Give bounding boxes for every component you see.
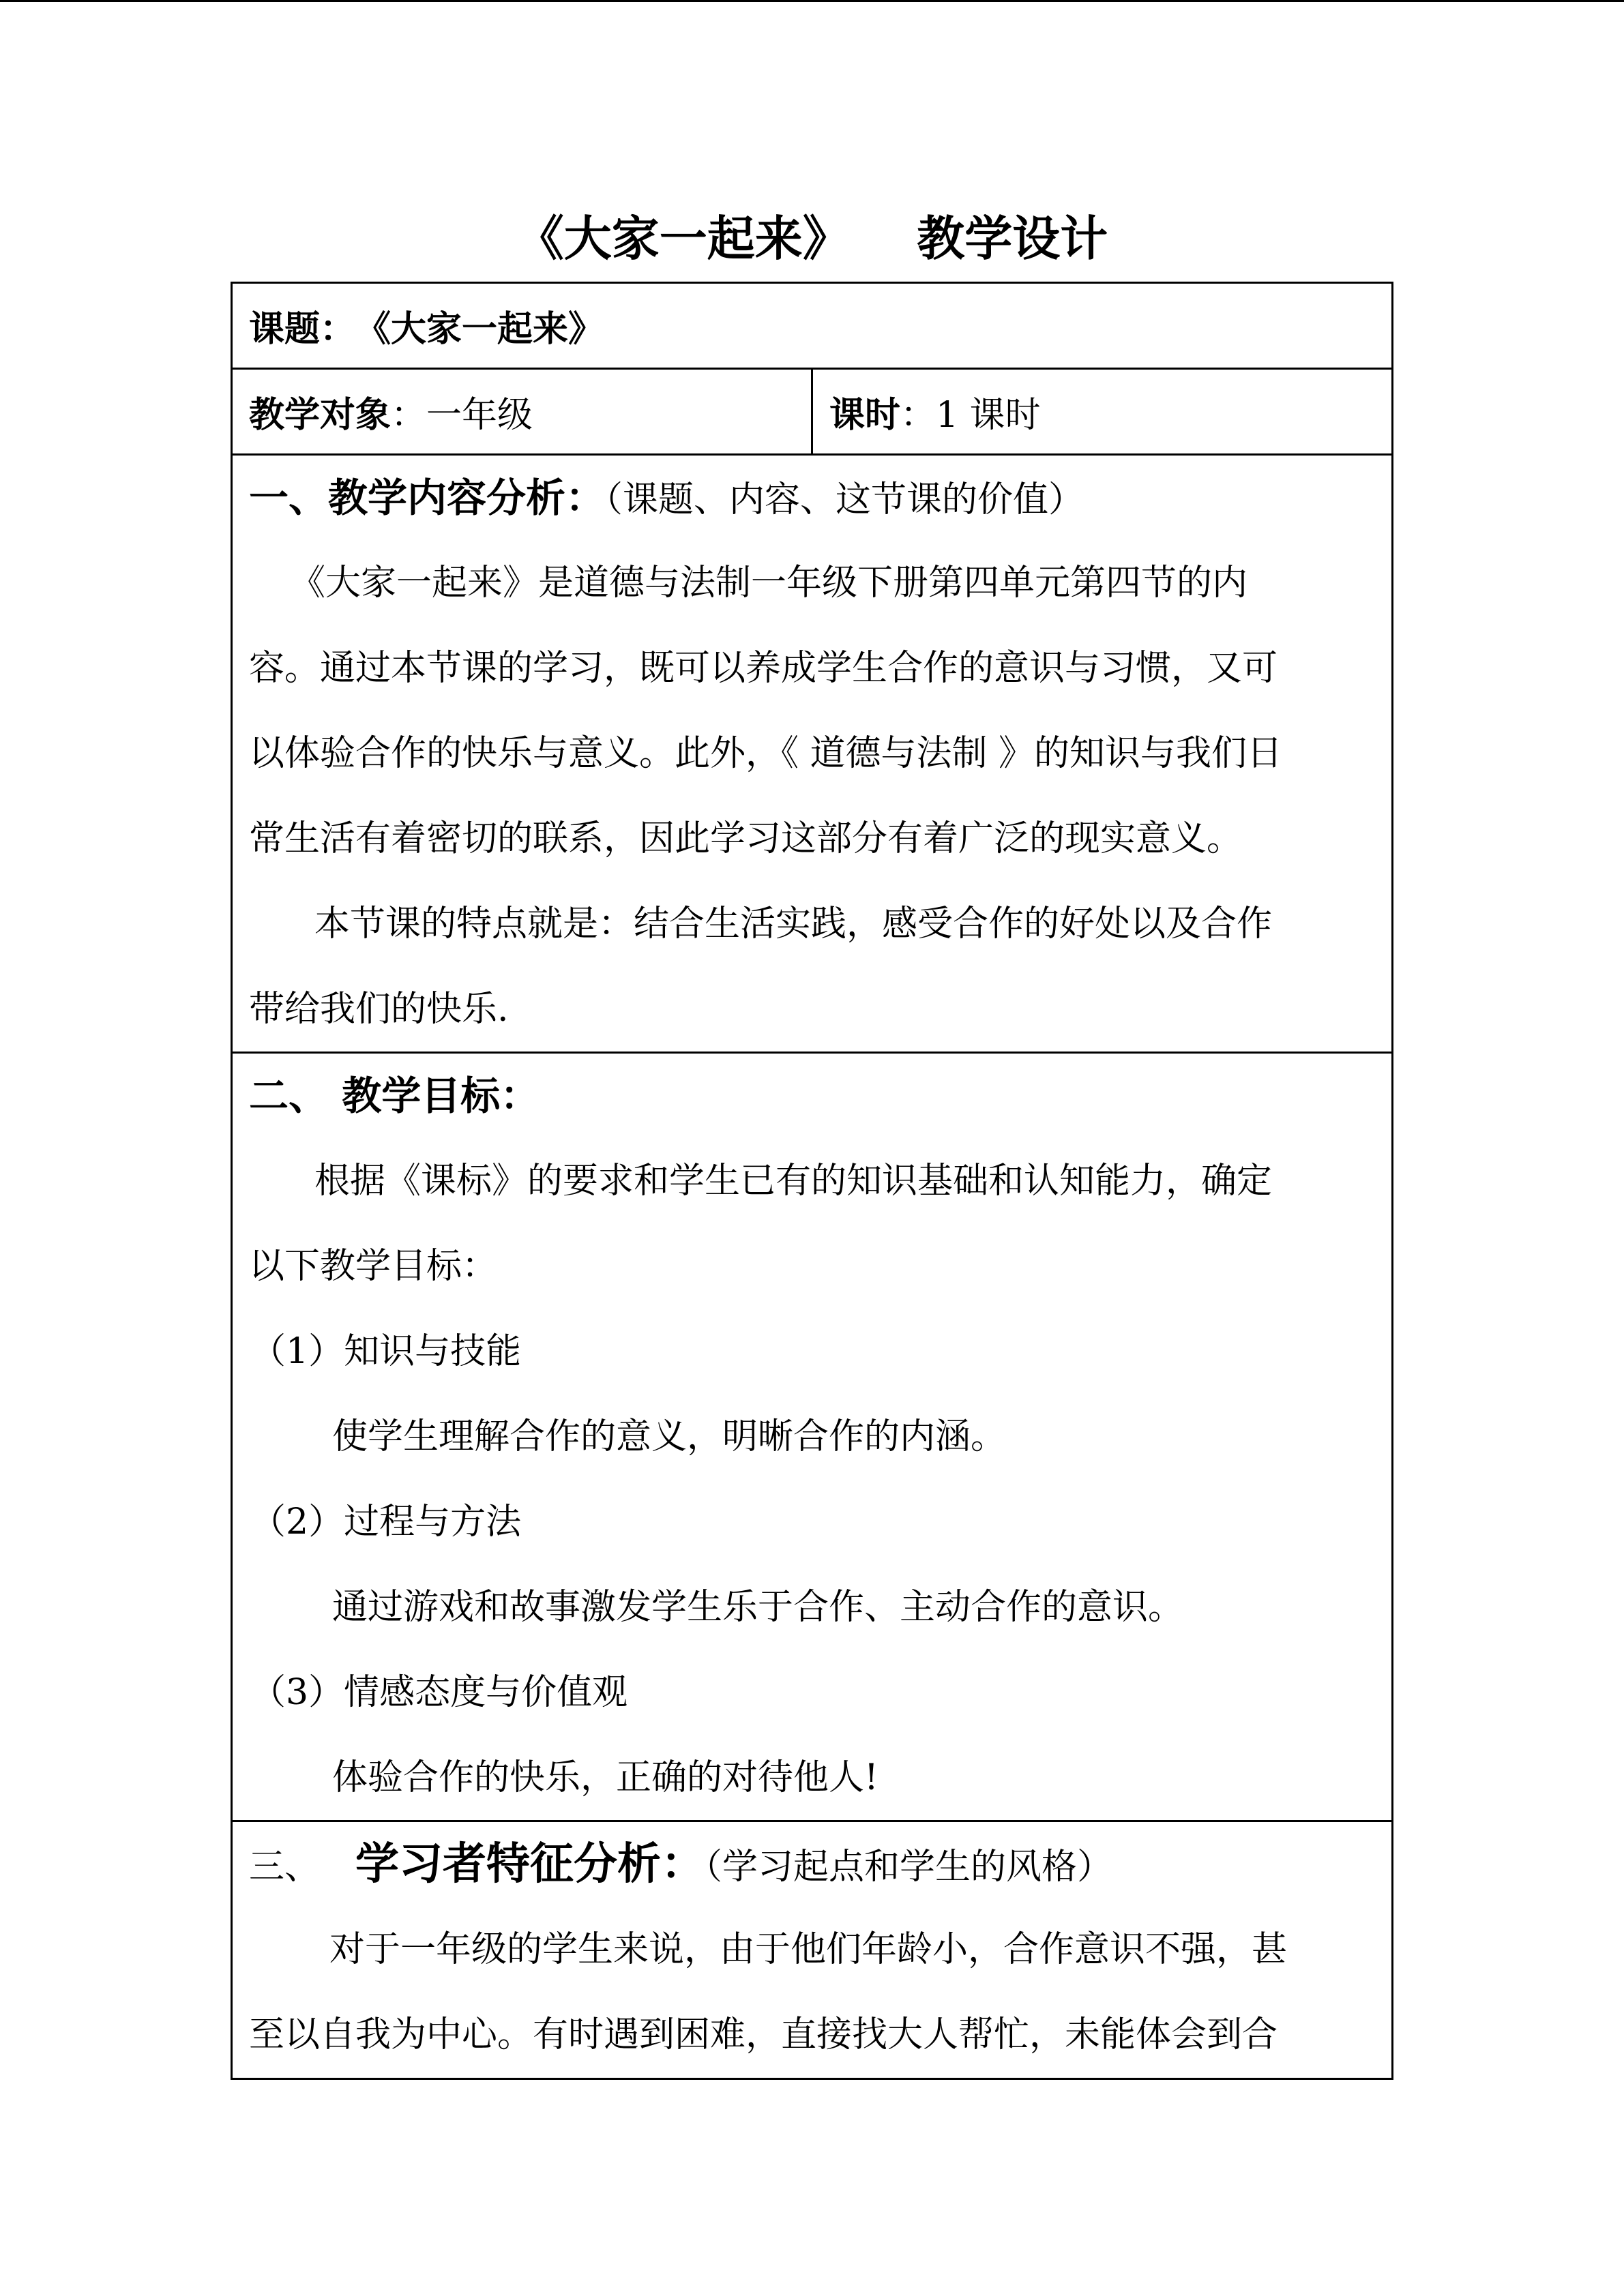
goal-detail: 体验合作的快乐，正确的对待他人!	[332, 1757, 879, 1798]
goal-title: （2）过程与方法	[250, 1502, 522, 1542]
audience-cell	[233, 370, 813, 453]
goal-title: （3）情感态度与价值观	[250, 1672, 628, 1713]
document-title: 《大家一起来》 教学设计	[516, 211, 1108, 267]
section-heading	[249, 1054, 1375, 1139]
lesson-plan-table	[231, 282, 1393, 2080]
period-label: 课时	[829, 395, 901, 436]
top-border-line	[0, 0, 1624, 2]
paragraph-line: 常生活有着密切的联系，因此学习这部分有着广泛的现实意义。	[249, 818, 1243, 859]
topic-value: 《大家一起来》	[355, 309, 604, 350]
topic-label: 课题：	[249, 309, 356, 350]
section-heading-note: （课题、内容、这节课的价值）	[605, 479, 1084, 520]
section-heading	[249, 456, 1375, 541]
audience-colon: ：	[391, 395, 427, 436]
audience-period-row	[233, 370, 1391, 456]
paragraph-line: 《大家一起来》是道德与法制一年级下册第四单元第四节的内	[290, 563, 1248, 603]
period-colon: ：	[900, 395, 936, 436]
period-value: 1 课时	[936, 395, 1041, 436]
paragraph-line: 以体验合作的快乐与意义。此外，《 道德与法制 》的知识与我们日	[249, 733, 1283, 774]
audience-label: 教学对象	[249, 395, 392, 436]
content-analysis-section	[233, 456, 1391, 1054]
paragraph-line: 至以自我为中心。有时遇到困难，直接找大人帮忙，未能体会到合	[249, 2014, 1278, 2055]
teaching-goals-section	[233, 1054, 1391, 1822]
goal-title: （1）知识与技能	[250, 1331, 522, 1372]
goal-detail: 通过游戏和故事激发学生乐于合作、主动合作的意识。	[332, 1587, 1184, 1628]
goal-detail: 使学生理解合作的意义，明晰合作的内涵。	[332, 1416, 1007, 1457]
section-heading-text: 二、 教学目标：	[249, 1073, 540, 1119]
paragraph-line: 以下教学目标：	[249, 1246, 498, 1287]
section-heading-note: （学习起点和学生的风格）	[705, 1847, 1113, 1888]
section-heading-text: 一、教学内容分析：	[249, 475, 606, 521]
learner-analysis-section	[233, 1822, 1391, 2078]
paragraph-line: 容。通过本节课的学习，既可以养成学生合作的意识与习惯，又可	[249, 648, 1278, 689]
section-number: 三、	[249, 1847, 321, 1888]
audience-value: 一年级	[426, 395, 533, 436]
paragraph-line: 本节课的特点就是：结合生活实践，感受合作的好处以及合作	[314, 904, 1273, 944]
section-heading-text: 学习者特征分析：	[355, 1839, 705, 1890]
paragraph-line: 带给我们的快乐.	[249, 989, 509, 1030]
section-heading	[249, 1822, 1375, 1907]
paragraph-line: 根据《课标》的要求和学生已有的知识基础和认知能力，确定	[314, 1161, 1273, 1202]
period-cell	[813, 370, 1391, 453]
topic-row	[233, 284, 1391, 370]
paragraph-line: 对于一年级的学生来说，由于他们年龄小，合作意识不强，甚	[329, 1929, 1288, 1970]
